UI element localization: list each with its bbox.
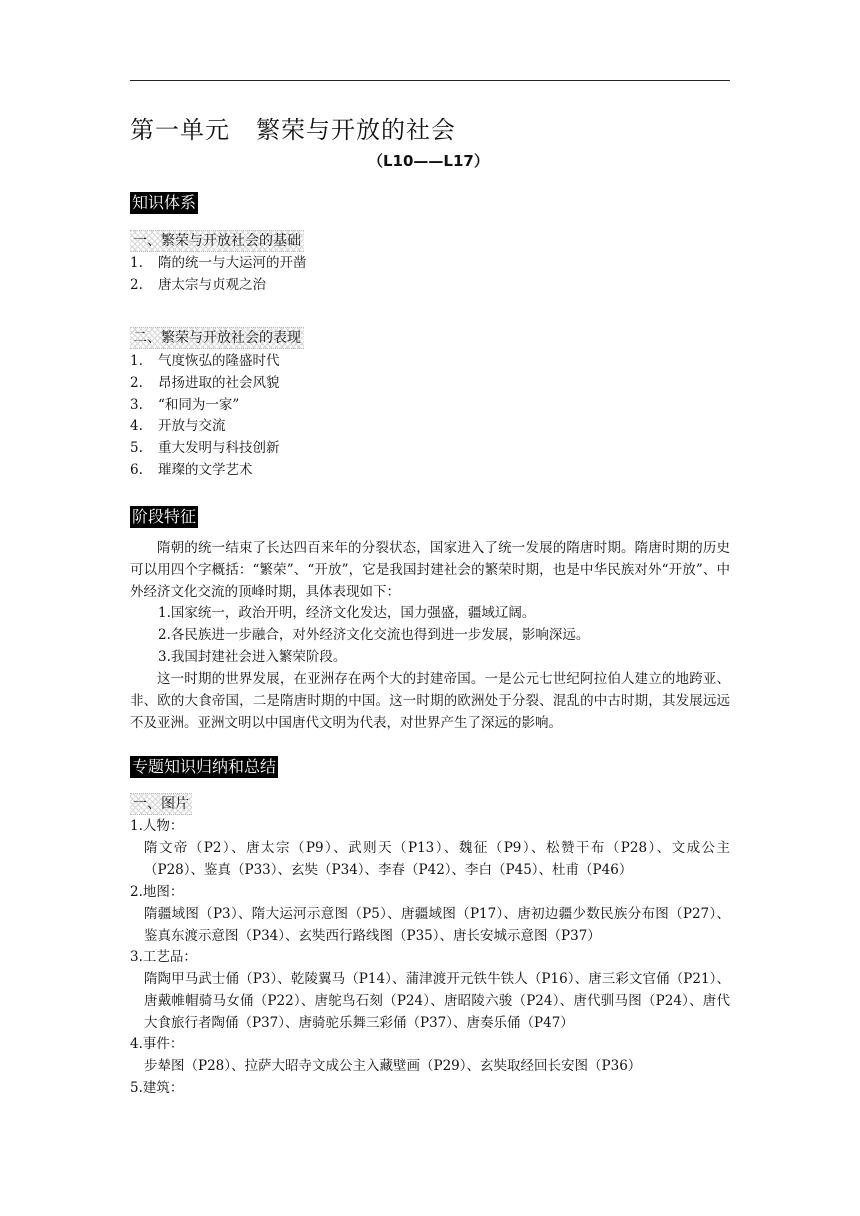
list-item: 2. 唐太宗与贞观之治 <box>130 276 266 293</box>
category-text-events: 步辇图（P28）、拉萨大昭寺文成公主入藏壁画（P29）、玄奘取经回长安图（P36） <box>144 1058 642 1074</box>
list-item: 1. 隋的统一与大运河的开凿 <box>130 255 307 271</box>
pictures-heading: 一、图片 <box>130 793 192 815</box>
list-item: 6. 璀璨的文学艺术 <box>130 461 253 478</box>
section-stage-features: 阶段特征 <box>132 507 197 526</box>
part2-heading: 二、繁荣与开放社会的表现 <box>130 327 304 349</box>
page-title <box>130 110 456 145</box>
stage-paragraph-1: 隋朝的统一结束了长达四百来年的分裂状态，国家进入了统一发展的隋唐时期。隋唐时期的历史可以用四个字概括：“繁荣”、“开放”，它是我国封建社会的繁荣时期，也是中华民族对外“开放”、中外经济文化交流的顶峰时期，具体表现如下： <box>130 540 730 600</box>
stage-paragraph-2: 这一时期的世界发展，在亚洲存在两个大的封建帝国。一是公元七世纪阿拉伯人建立的地跨亚、非、欧的大食帝国，二是隋唐时期的中国。这一时期的欧洲处于分裂、混乱的中古时期，其发展远远不及亚洲。亚洲文明以中国唐代文明为代表，对世界产生了深远的影响。 <box>130 671 730 731</box>
category-label-maps: 2.地图： <box>130 884 184 900</box>
section-summary: 专题知识归纳和总结 <box>132 757 277 776</box>
category-text-maps: 隋疆域图（P3）、隋大运河示意图（P5）、唐疆域图（P17）、唐初边疆少数民族分布图（P27）、鉴真东渡示意图（P34）、玄奘西行路线图（P35）、唐长安城示意图（P37） <box>144 906 730 944</box>
part1-list <box>130 253 307 297</box>
part1-heading: 一、繁荣与开放社会的基础 <box>130 230 304 252</box>
category-label-crafts: 3.工艺品： <box>130 949 197 965</box>
category-text-crafts: 隋陶甲马武士俑（P3）、乾陵翼马（P14）、蒲津渡开元铁牛铁人（P16）、唐三彩文官俑（P21）、唐戴帷帽骑马女俑（P22）、唐鸵鸟石刻（P24）、唐昭陵六骏（P24）、唐代驯马图（P24）、唐代大食旅行者陶俑（P37）、唐骑驼乐舞三彩俑（P37）、唐奏乐俑（P47） <box>144 971 730 1031</box>
part2-list <box>130 351 280 482</box>
lesson-range: （L10——L17） <box>368 152 489 170</box>
category-label-events: 4.事件： <box>130 1036 184 1052</box>
unit-title: 繁荣与开放的社会 <box>256 116 456 144</box>
list-item: 2. 昂扬进取的社会风貌 <box>130 374 280 391</box>
list-item: 3. “和同为一家” <box>130 396 240 413</box>
section-knowledge-system: 知识体系 <box>132 193 197 212</box>
list-item: 1. 气度恢弘的隆盛时代 <box>130 353 280 369</box>
stage-point-3: 3.我国封建社会进入繁荣阶段。 <box>158 649 347 665</box>
header-rule <box>130 80 730 81</box>
list-item: 4. 开放与交流 <box>130 418 226 435</box>
category-label-architecture: 5.建筑： <box>130 1080 184 1096</box>
category-label-people: 1.人物： <box>130 818 184 834</box>
category-text-people: 隋文帝（P2）、唐太宗（P9）、武则天（P13）、魏征（P9）、松赞干布（P28）、文成公主（P28）、鉴真（P33）、玄奘（P34）、李春（P42）、李白（P45）、杜甫（P46） <box>144 840 730 878</box>
list-item: 5. 重大发明与科技创新 <box>130 440 280 457</box>
stage-point-2: 2.各民族进一步融合，对外经济文化交流也得到进一步发展，影响深远。 <box>158 627 590 643</box>
stage-point-1: 1.国家统一，政治开明，经济文化发达，国力强盛，疆域辽阔。 <box>158 605 536 621</box>
unit-label: 第一单元 <box>130 116 230 144</box>
